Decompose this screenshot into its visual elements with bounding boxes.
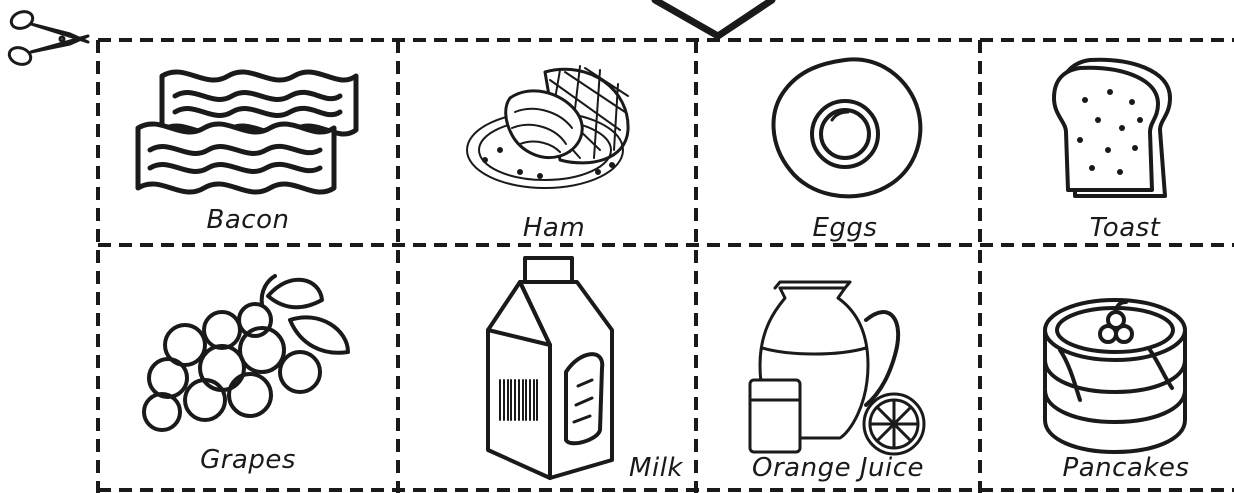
card-label-grapes: Grapes xyxy=(200,445,296,475)
grapes-icon xyxy=(144,276,348,430)
orange-juice-icon xyxy=(750,282,924,454)
milk-carton-icon xyxy=(488,258,612,478)
card-label-milk: Milk xyxy=(629,453,683,483)
fried-egg-icon xyxy=(774,59,921,196)
card-label-pancakes: Pancakes xyxy=(1062,453,1190,483)
scissors-icon xyxy=(7,9,88,68)
pancakes-icon xyxy=(1045,300,1185,452)
card-label-ham: Ham xyxy=(522,213,586,243)
card-label-toast: Toast xyxy=(1089,213,1161,243)
card-label-orange-juice: Orange Juice xyxy=(752,453,924,483)
toast-icon xyxy=(1054,60,1170,196)
heart-icon xyxy=(655,0,772,36)
card-label-eggs: Eggs xyxy=(812,213,878,243)
bacon-icon xyxy=(138,72,356,192)
card-label-bacon: Bacon xyxy=(206,205,290,235)
ham-icon xyxy=(467,66,628,188)
